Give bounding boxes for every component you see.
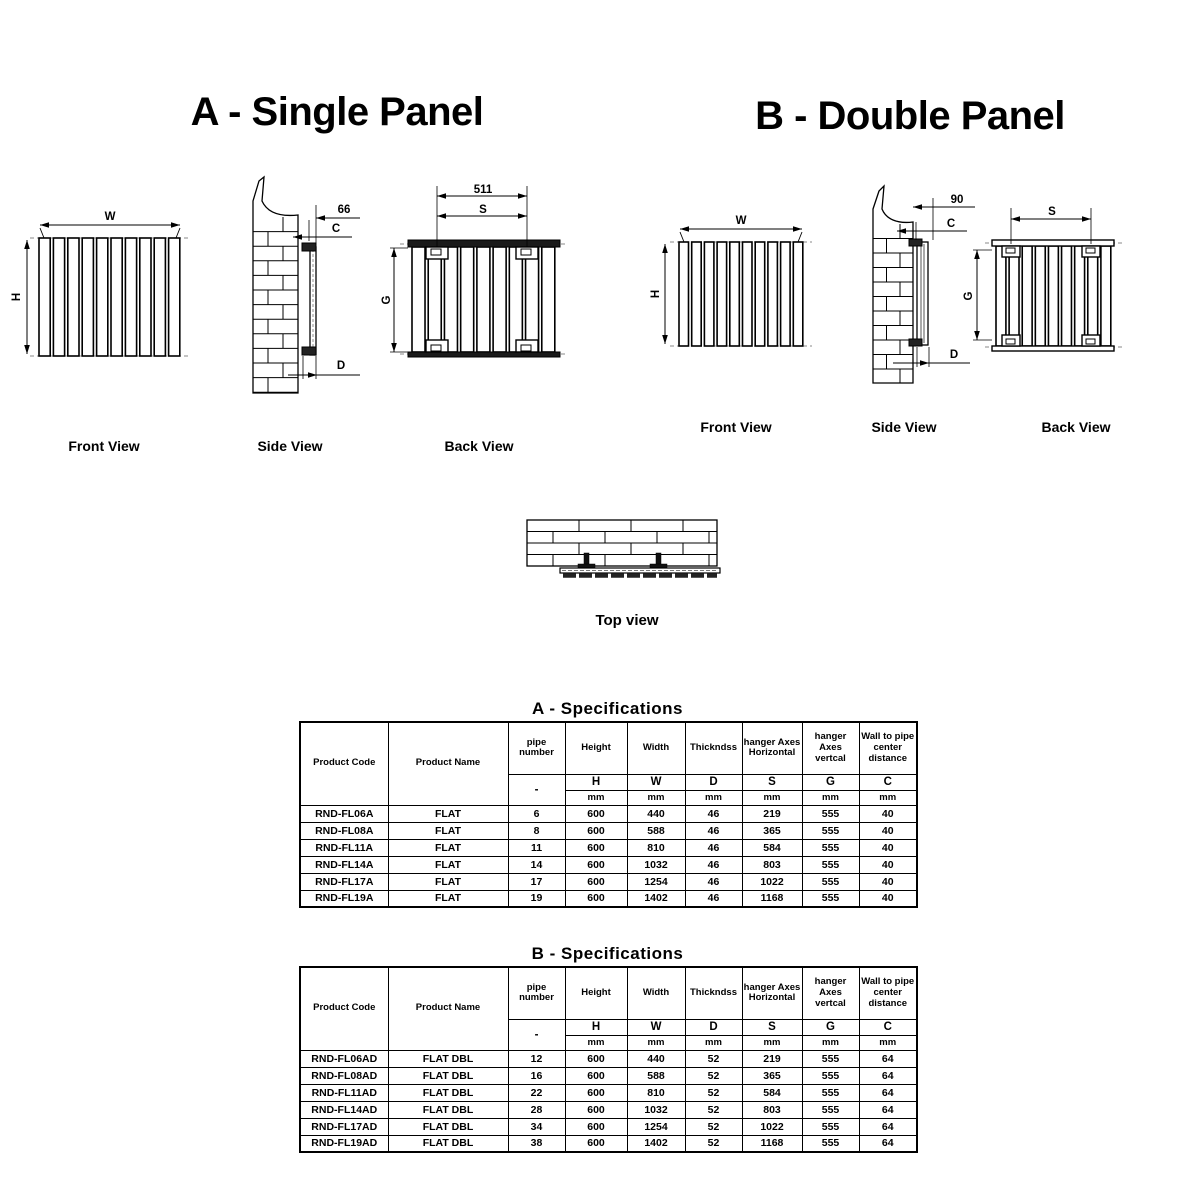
spec-cell: 52 — [685, 1050, 742, 1067]
spec-cell: 40 — [859, 822, 917, 839]
spec-table — [299, 721, 918, 908]
column-symbol: G — [802, 774, 859, 790]
spec-cell: 1168 — [742, 890, 802, 907]
column-symbol: S — [742, 1019, 802, 1035]
spec-cell: 1402 — [627, 890, 685, 907]
spec-cell: 1032 — [627, 1101, 685, 1118]
column-header: Thickndss — [685, 722, 742, 774]
table-a-title: A - Specifications — [531, 699, 683, 718]
spec-cell: 11 — [508, 839, 565, 856]
spec-cell: 52 — [685, 1067, 742, 1084]
spec-cell: 600 — [565, 805, 627, 822]
spec-cell: 28 — [508, 1101, 565, 1118]
spec-cell: FLAT — [388, 856, 508, 873]
section-b-title: B - Double Panel — [755, 94, 1065, 138]
spec-cell: 365 — [742, 1067, 802, 1084]
dim-label-g-a: G — [381, 295, 393, 305]
spec-cell: 46 — [685, 890, 742, 907]
spec-cell: 555 — [802, 856, 859, 873]
column-unit: mm — [565, 1035, 627, 1050]
dim-label-width-b: W — [735, 215, 747, 227]
column-header: Height — [565, 967, 627, 1019]
column-unit: mm — [802, 1035, 859, 1050]
column-symbol: - — [508, 774, 565, 805]
dim-label-wall-offset-a: 66 — [337, 204, 351, 216]
spec-cell: 219 — [742, 1050, 802, 1067]
column-header: hanger Axes vertcal — [802, 722, 859, 774]
spec-table-b — [299, 966, 918, 1153]
spec-cell: 600 — [565, 1084, 627, 1101]
column-unit: mm — [627, 790, 685, 805]
front-view-label-a: Front View — [68, 438, 140, 454]
spec-cell: FLAT DBL — [388, 1084, 508, 1101]
spec-row — [300, 1118, 917, 1135]
spec-table — [299, 966, 918, 1153]
spec-cell: 600 — [565, 1101, 627, 1118]
spec-cell: 440 — [627, 805, 685, 822]
spec-cell: 19 — [508, 890, 565, 907]
spec-cell: 584 — [742, 1084, 802, 1101]
spec-cell: 600 — [565, 822, 627, 839]
spec-cell: 810 — [627, 1084, 685, 1101]
section-a-title: A - Single Panel — [190, 90, 484, 134]
spec-cell: RND-FL19AD — [300, 1135, 388, 1152]
spec-cell: 40 — [859, 873, 917, 890]
spec-cell: FLAT — [388, 822, 508, 839]
spec-cell: 219 — [742, 805, 802, 822]
spec-cell: 6 — [508, 805, 565, 822]
column-symbol: - — [508, 1019, 565, 1050]
spec-cell: 34 — [508, 1118, 565, 1135]
back-view-label-a: Back View — [444, 438, 514, 454]
single-panel-front-view-drawing — [24, 222, 190, 356]
spec-cell: 1032 — [627, 856, 685, 873]
spec-cell: 555 — [802, 1101, 859, 1118]
spec-cell: 64 — [859, 1118, 917, 1135]
spec-cell: 584 — [742, 839, 802, 856]
dim-label-s-a: S — [479, 204, 487, 216]
dim-label-d-a: D — [336, 360, 346, 372]
spec-cell: 555 — [802, 805, 859, 822]
double-panel-side-view-drawing — [873, 186, 975, 383]
spec-cell: RND-FL08AD — [300, 1067, 388, 1084]
spec-table-a — [299, 721, 918, 908]
column-unit: mm — [742, 790, 802, 805]
double-panel-back-view-drawing — [973, 208, 1122, 351]
column-unit: mm — [742, 1035, 802, 1050]
table-b-title: B - Specifications — [531, 944, 684, 963]
double-panel-front-view-drawing — [662, 226, 812, 346]
spec-cell: 52 — [685, 1084, 742, 1101]
spec-cell: RND-FL06A — [300, 805, 388, 822]
spec-cell: 14 — [508, 856, 565, 873]
spec-cell: 52 — [685, 1118, 742, 1135]
technical-drawing — [0, 150, 1200, 650]
spec-cell: RND-FL11A — [300, 839, 388, 856]
column-header: Width — [627, 967, 685, 1019]
spec-cell: 22 — [508, 1084, 565, 1101]
dim-label-g-b: G — [963, 291, 975, 301]
spec-cell: FLAT DBL — [388, 1135, 508, 1152]
side-view-label-b: Side View — [871, 419, 937, 435]
spec-cell: 1254 — [627, 1118, 685, 1135]
spec-cell: FLAT DBL — [388, 1101, 508, 1118]
top-view-label: Top view — [595, 612, 659, 629]
column-unit: mm — [565, 790, 627, 805]
spec-cell: 64 — [859, 1084, 917, 1101]
spec-cell: 1402 — [627, 1135, 685, 1152]
spec-cell: 810 — [627, 839, 685, 856]
column-unit: mm — [685, 1035, 742, 1050]
dim-label-height-a: H — [11, 292, 23, 302]
spec-cell: 64 — [859, 1135, 917, 1152]
spec-cell: 803 — [742, 1101, 802, 1118]
column-unit: mm — [802, 790, 859, 805]
column-unit: mm — [859, 1035, 917, 1050]
spec-cell: RND-FL17A — [300, 873, 388, 890]
column-header: Height — [565, 722, 627, 774]
spec-cell: 555 — [802, 1135, 859, 1152]
spec-cell: 64 — [859, 1067, 917, 1084]
spec-cell: 12 — [508, 1050, 565, 1067]
spec-cell: 600 — [565, 1050, 627, 1067]
spec-cell: 1022 — [742, 873, 802, 890]
spec-cell: 1254 — [627, 873, 685, 890]
spec-cell: 555 — [802, 873, 859, 890]
back-view-label-b: Back View — [1041, 419, 1111, 435]
spec-row — [300, 1135, 917, 1152]
spec-cell: 588 — [627, 822, 685, 839]
dim-label-width-a: W — [104, 211, 116, 223]
spec-cell: 588 — [627, 1067, 685, 1084]
column-symbol: H — [565, 1019, 627, 1035]
spec-cell: 555 — [802, 839, 859, 856]
dim-label-height-b: H — [650, 289, 662, 299]
column-header: pipe number — [508, 722, 565, 774]
spec-row — [300, 1084, 917, 1101]
spec-cell: 46 — [685, 839, 742, 856]
spec-cell: 600 — [565, 1118, 627, 1135]
spec-cell: 40 — [859, 839, 917, 856]
spec-cell: FLAT DBL — [388, 1118, 508, 1135]
dim-label-c-b: C — [946, 218, 956, 230]
spec-cell: 600 — [565, 839, 627, 856]
column-symbol: H — [565, 774, 627, 790]
column-header: Product Name — [388, 967, 508, 1050]
column-unit: mm — [859, 790, 917, 805]
spec-cell: 8 — [508, 822, 565, 839]
column-header: hanger Axes Horizontal — [742, 722, 802, 774]
spec-row — [300, 839, 917, 856]
header-row — [300, 967, 917, 1019]
spec-cell: 64 — [859, 1050, 917, 1067]
spec-row — [300, 805, 917, 822]
column-symbol: W — [627, 1019, 685, 1035]
column-symbol: G — [802, 1019, 859, 1035]
column-symbol: S — [742, 774, 802, 790]
dim-label-d-b: D — [949, 349, 959, 361]
spec-cell: 440 — [627, 1050, 685, 1067]
dim-label-c-a: C — [331, 223, 341, 235]
spec-cell: 40 — [859, 856, 917, 873]
spec-row — [300, 1050, 917, 1067]
spec-cell: 52 — [685, 1135, 742, 1152]
spec-cell: FLAT — [388, 873, 508, 890]
column-header: Thickndss — [685, 967, 742, 1019]
header-row — [300, 722, 917, 774]
spec-cell: 555 — [802, 1050, 859, 1067]
spec-cell: RND-FL08A — [300, 822, 388, 839]
spec-row — [300, 873, 917, 890]
column-header: Product Code — [300, 722, 388, 805]
spec-cell: 555 — [802, 1118, 859, 1135]
spec-cell: 555 — [802, 890, 859, 907]
dim-label-wall-offset-b: 90 — [950, 194, 964, 206]
spec-cell: 555 — [802, 1067, 859, 1084]
column-unit: mm — [685, 790, 742, 805]
spec-cell: 600 — [565, 890, 627, 907]
column-symbol: D — [685, 1019, 742, 1035]
spec-cell: RND-FL06AD — [300, 1050, 388, 1067]
spec-cell: RND-FL14A — [300, 856, 388, 873]
column-header: Wall to pipe center distance — [859, 967, 917, 1019]
spec-cell: 600 — [565, 873, 627, 890]
column-unit: mm — [627, 1035, 685, 1050]
column-header: Product Code — [300, 967, 388, 1050]
spec-cell: 17 — [508, 873, 565, 890]
spec-cell: 38 — [508, 1135, 565, 1152]
spec-cell: RND-FL19A — [300, 890, 388, 907]
side-view-label-a: Side View — [257, 438, 323, 454]
spec-row — [300, 1067, 917, 1084]
spec-cell: 64 — [859, 1101, 917, 1118]
spec-row — [300, 1101, 917, 1118]
spec-cell: RND-FL11AD — [300, 1084, 388, 1101]
spec-cell: 46 — [685, 822, 742, 839]
column-symbol: W — [627, 774, 685, 790]
spec-row — [300, 856, 917, 873]
spec-cell: 16 — [508, 1067, 565, 1084]
column-header: pipe number — [508, 967, 565, 1019]
spec-row — [300, 822, 917, 839]
spec-cell: 1168 — [742, 1135, 802, 1152]
spec-cell: FLAT — [388, 839, 508, 856]
column-header: hanger Axes vertcal — [802, 967, 859, 1019]
spec-cell: FLAT — [388, 890, 508, 907]
spec-cell: 555 — [802, 1084, 859, 1101]
spec-cell: FLAT DBL — [388, 1067, 508, 1084]
top-view-drawing — [527, 520, 720, 576]
spec-cell: 40 — [859, 805, 917, 822]
spec-cell: 365 — [742, 822, 802, 839]
dim-label-s-b: S — [1048, 206, 1056, 218]
column-header: hanger Axes Horizontal — [742, 967, 802, 1019]
column-header: Product Name — [388, 722, 508, 805]
column-header: Width — [627, 722, 685, 774]
spec-cell: FLAT DBL — [388, 1050, 508, 1067]
column-symbol: C — [859, 1019, 917, 1035]
spec-cell: 803 — [742, 856, 802, 873]
spec-cell: 555 — [802, 822, 859, 839]
spec-cell: 40 — [859, 890, 917, 907]
spec-cell: RND-FL17AD — [300, 1118, 388, 1135]
column-symbol: D — [685, 774, 742, 790]
spec-cell: 52 — [685, 1101, 742, 1118]
spec-cell: 1022 — [742, 1118, 802, 1135]
spec-cell: FLAT — [388, 805, 508, 822]
dim-label-hanger-span-a: 511 — [473, 184, 493, 196]
spec-cell: 600 — [565, 1067, 627, 1084]
column-header: Wall to pipe center distance — [859, 722, 917, 774]
spec-cell: RND-FL14AD — [300, 1101, 388, 1118]
front-view-label-b: Front View — [700, 419, 772, 435]
spec-cell: 46 — [685, 856, 742, 873]
spec-cell: 46 — [685, 873, 742, 890]
spec-cell: 600 — [565, 856, 627, 873]
column-symbol: C — [859, 774, 917, 790]
spec-cell: 600 — [565, 1135, 627, 1152]
spec-row — [300, 890, 917, 907]
spec-cell: 46 — [685, 805, 742, 822]
